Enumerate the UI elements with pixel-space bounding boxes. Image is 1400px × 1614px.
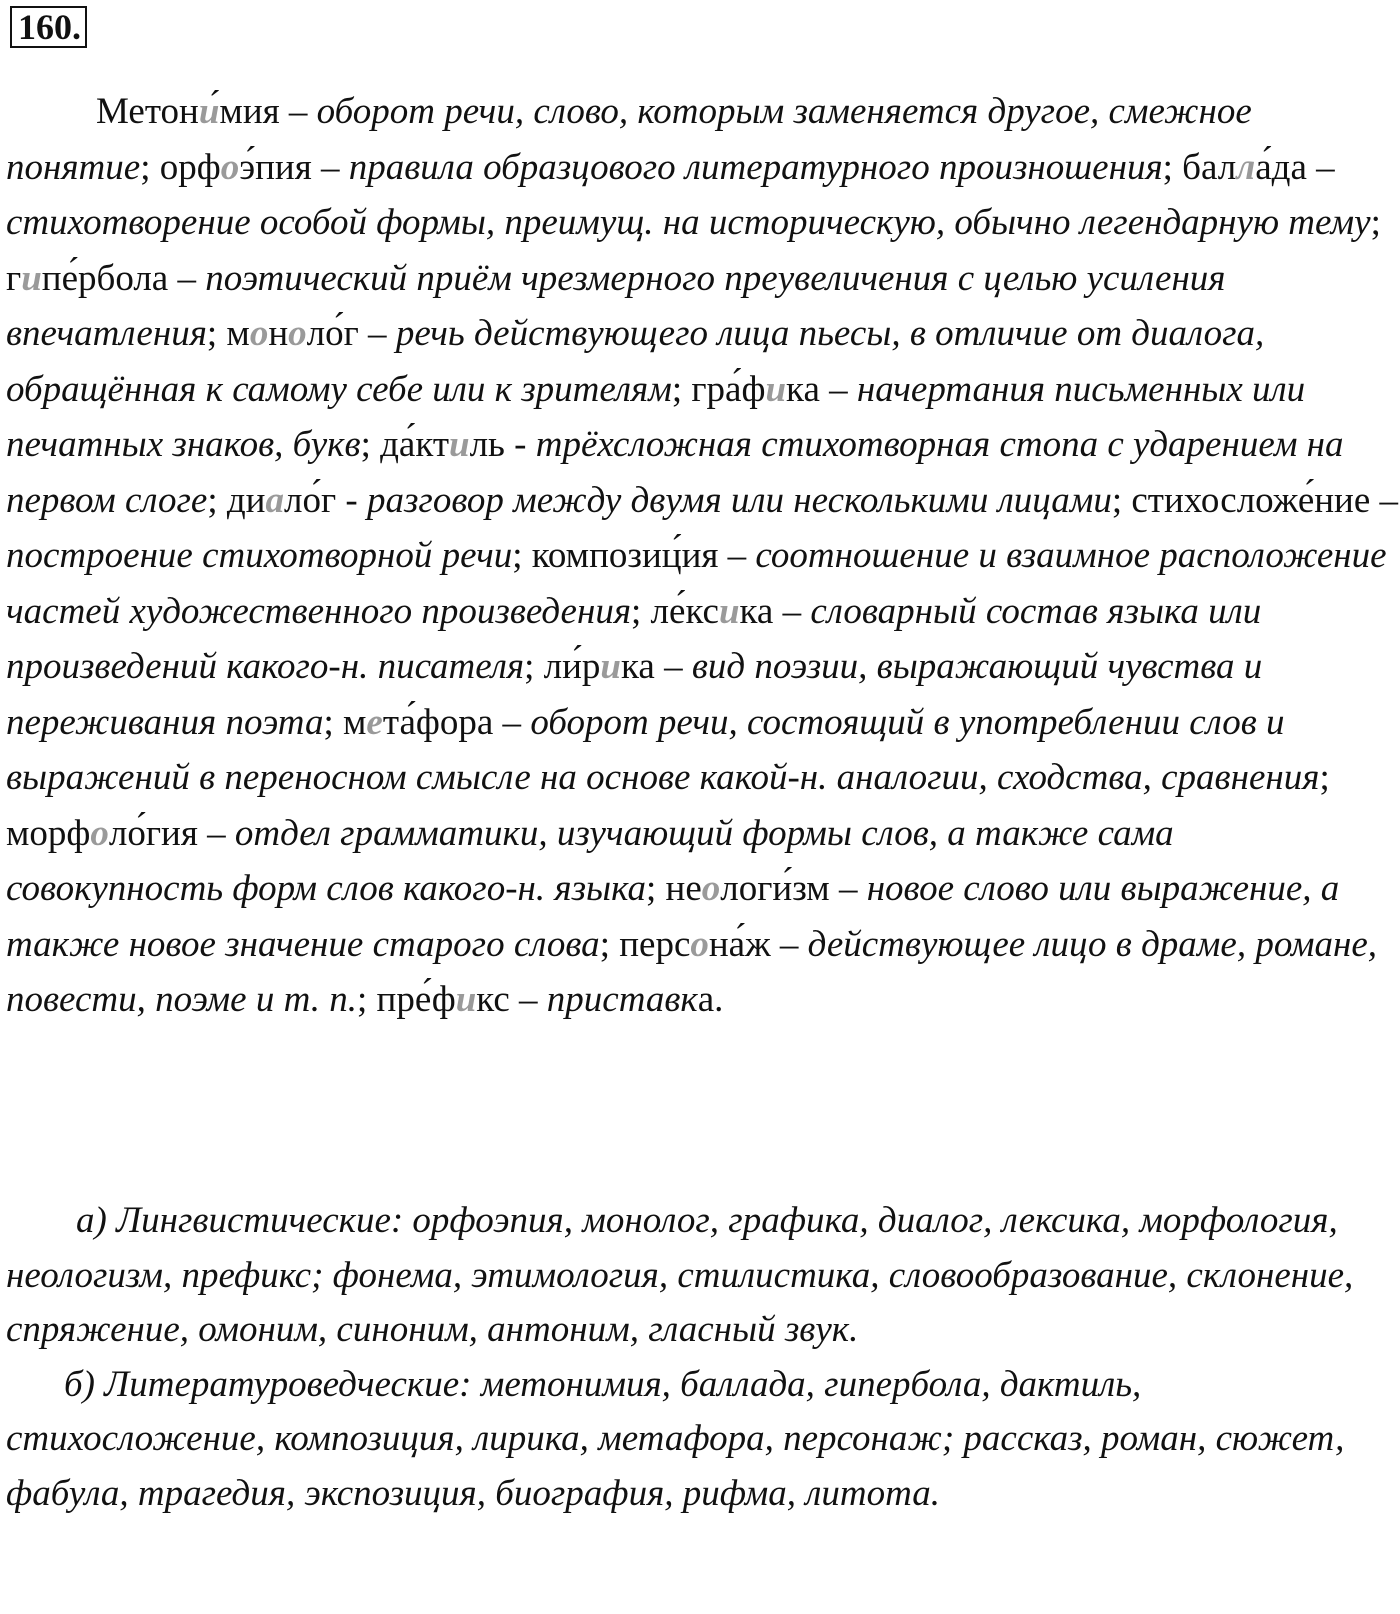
term-text: ; перс [599, 923, 691, 965]
definition-text: речь действующего лица пьесы, в отличие от диалога, обращённая к самому себе или к зрителям [6, 313, 1265, 410]
task-number-box [10, 6, 87, 48]
term-text: ; да́кт [360, 424, 449, 465]
definition-text: трёхсложная стихотворная стопа с ударением на первом слоге [6, 424, 1344, 521]
definition-text: построение стихотворной речи [6, 535, 513, 576]
definition-text: приставк [546, 979, 698, 1020]
term-text: ; ди [207, 479, 266, 521]
term-text: ло́гия – [108, 812, 235, 854]
highlighted-letter: и [718, 590, 740, 632]
highlighted-letter: л [1236, 146, 1256, 188]
definition-text: оборот речи, слово, которым заменяется другое, смежное понятие [6, 91, 1252, 188]
term-text: ка – [739, 590, 811, 632]
term-text: ка – [786, 368, 857, 410]
term-text: ; ле́кс [631, 590, 719, 632]
definition-text: стихотворение особой формы, преимущ. на историческую, обычно легендарную тему [6, 202, 1371, 243]
definition-text: оборот речи, состоящий в употреблении слов и выражений в переносном смысле на основе какой-н. аналогии, сходства, сравнения [6, 701, 1320, 798]
term-text: ; пре́ф [357, 979, 456, 1020]
definition-text: разговор между двумя или несколькими лицами [366, 479, 1112, 521]
term-text: на́ж – [708, 923, 808, 965]
answers-block [6, 1194, 1398, 1521]
term-text: ло́г - [283, 479, 367, 521]
answer-a-linguistic: а) Лингвистические: орфоэпия, монолог, графика, диалог, лексика, морфология, неологизм, префикс; фонема, этимология, стилистика, словообразование, склонение, спряжение, омоним, синоним, антоним, гласный звук. [6, 1200, 1354, 1350]
term-text: ́мия – [219, 91, 317, 132]
answer-b-literary: б) Литературоведческие: метонимия, баллада, гипербола, дактиль, стихосложение, композиция, лирика, метафора, персонаж; рассказ, роман, сюжет, фабула, трагедия, экспозиция, биография, рифма, литота. [6, 1363, 1345, 1514]
highlighted-letter: о [220, 146, 240, 188]
definitions-runs [6, 91, 1398, 1020]
term-text: н [268, 313, 289, 354]
term-text: пе́рбола – [41, 257, 206, 299]
highlighted-letter: а [265, 479, 284, 521]
term-text: э́пия – [239, 146, 349, 188]
term-text: ка – [620, 646, 692, 687]
term-text: ло́г – [306, 313, 396, 354]
term-text: Метон [96, 91, 199, 132]
highlighted-letter: о [90, 812, 109, 854]
term-text: ; композиц́ия – [512, 535, 756, 576]
definition-text: начертания письменных или печатных знаков, букв [6, 368, 1306, 465]
highlighted-letter: о [701, 868, 721, 909]
term-text: ; м [323, 701, 367, 743]
highlighted-letter: о [249, 313, 269, 354]
highlighted-letter: и [449, 424, 470, 465]
task-number: 160 [18, 7, 72, 47]
definition-text: отдел грамматики, изучающий формы слов, а также сама совокупность форм слов какого-н. языка [6, 812, 1174, 909]
term-text: ; гра́ф [671, 368, 766, 410]
term-text: кс – [476, 979, 547, 1020]
highlighted-letter: и [765, 368, 787, 410]
term-text: ; стихосложе́ние – [1111, 479, 1399, 521]
highlighted-letter: о [690, 923, 709, 965]
definitions-paragraph [6, 84, 1398, 1028]
highlighted-letter: и [455, 979, 477, 1020]
term-text: ; не [645, 868, 702, 909]
definition-text: соотношение и взаимное расположение частей художественного произведения [6, 535, 1387, 632]
term-text: ; орф [140, 146, 221, 188]
term-text: а. [697, 979, 724, 1020]
term-text: а́да – [1255, 146, 1335, 188]
term-text: та́фора – [382, 701, 531, 743]
definition-text: поэтический приём чрезмерного преувеличения с целью усиления впечатления [6, 257, 1226, 354]
definition-text: новое слово или выражение, а также новое значение старого слова [6, 868, 1340, 965]
term-text: ; м [206, 313, 250, 354]
definition-text: действующее лицо в драме, романе, повести, поэме и т. п. [6, 923, 1378, 1020]
task-number-dot: . [72, 7, 81, 47]
term-text: логи́зм – [720, 868, 867, 909]
term-text: ; ли́р [524, 646, 601, 687]
definition-text: словарный состав языка или произведений какого-н. писателя [6, 590, 1262, 687]
definition-text: правила образцового литературного произношения [348, 146, 1163, 188]
definition-text: вид поэзии, выражающий чувства и переживания поэта [6, 646, 1263, 743]
term-text: ль - [469, 424, 536, 465]
highlighted-letter: и [198, 91, 220, 132]
highlighted-letter: о [288, 313, 307, 354]
term-text: ; г [6, 202, 1381, 299]
highlighted-letter: и [21, 257, 42, 299]
highlighted-letter: е [366, 701, 383, 743]
term-text: ; бал [1162, 146, 1237, 188]
highlighted-letter: и [600, 646, 621, 687]
term-text: ; морф [6, 757, 1330, 854]
